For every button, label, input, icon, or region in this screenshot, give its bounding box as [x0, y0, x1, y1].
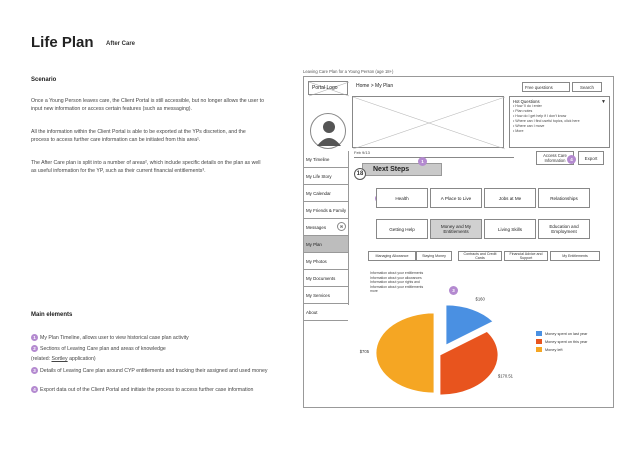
pie-slice-label: $705	[359, 349, 370, 354]
main-element-item	[31, 367, 271, 375]
number-badge: 2	[31, 345, 38, 352]
search-button[interactable]: Search	[572, 82, 602, 92]
main-elements-heading: Main elements	[31, 312, 73, 318]
section-place-to-live[interactable]: A Place to Live	[430, 188, 482, 208]
legend-label: Money spent on last year	[545, 331, 588, 336]
section-jobs[interactable]: Jobs at Me	[484, 188, 536, 208]
detail-line: Information about your rights and	[370, 280, 420, 285]
pie-slice-3	[376, 313, 434, 393]
badge-export: 4	[567, 155, 576, 164]
sidebar-item-my-calendar[interactable]: My Calendar	[304, 185, 348, 202]
scenario-paragraph-1: Once a Young Person leaves care, the Client Portal is still accessible, but no longer allows the user to input new information or access certain features (such as messaging).	[31, 98, 264, 112]
legend-swatch	[536, 331, 542, 336]
scenario-paragraph-3: The After Care plan is split into a number of areas², which include specific details on the plan as well as useful information for the YP, such as their current financial entitlements³.	[31, 160, 261, 174]
section-health[interactable]: Health	[376, 188, 428, 208]
sidebar-item-my-documents[interactable]: My Documents	[304, 270, 348, 287]
detail-line: Information about your entitlements	[370, 271, 424, 275]
sidebar-item-my-photos[interactable]: My Photos	[304, 253, 348, 270]
sidebar-item-my-timeline[interactable]: My Timeline	[304, 151, 348, 168]
pie-slice-label: $160	[475, 296, 485, 302]
legend-swatch	[536, 339, 542, 344]
plan-date: Feb 9/13	[354, 150, 370, 155]
detail-line: more	[370, 289, 378, 294]
chevron-down-icon[interactable]: ▼	[601, 99, 606, 105]
sidebar-item-my-plan[interactable]: My Plan	[304, 236, 348, 253]
main-element-text: My Plan Timeline, allows user to view historical case plan activity	[40, 334, 189, 341]
legend-label: Money left	[545, 347, 563, 352]
breadcrumb[interactable]: Home > My Plan	[356, 83, 394, 89]
page-title: Life Plan	[31, 34, 94, 51]
sidebar-item-messages[interactable]	[304, 219, 348, 236]
sidebar-item-my-services[interactable]: My Services	[304, 287, 348, 304]
section-money-entitlements[interactable]: Money and My Entitlements	[430, 219, 482, 239]
hot-questions-title: Hot Questions	[513, 99, 540, 104]
tab-managing-allowance[interactable]: Managing Allowance	[368, 251, 416, 261]
portal-logo[interactable]	[308, 81, 348, 95]
legend-swatch	[536, 347, 542, 352]
legend-item	[536, 331, 612, 336]
legend-item	[536, 347, 612, 352]
section-relationships[interactable]: Relationships	[538, 188, 590, 208]
badge-timeline: 1	[418, 157, 427, 166]
hot-question-link[interactable]: • How do I get help if I don’t know	[513, 114, 567, 118]
person-icon	[311, 114, 347, 150]
main-element-text: Sections of Leaving Care plan and areas of knowledge	[40, 345, 166, 352]
hot-question-link[interactable]: • Where can I move	[513, 124, 545, 128]
hot-question-link[interactable]: • Plan notes	[513, 109, 533, 113]
sidebar-item-label: Messages	[306, 225, 327, 230]
logo-text: Portal Logo	[312, 85, 338, 91]
hot-question-link[interactable]: • More	[513, 129, 524, 133]
wireframe-frame	[303, 76, 614, 408]
sidebar-item-about[interactable]: About	[304, 304, 348, 321]
number-badge: 4	[31, 386, 38, 393]
timeline-line	[354, 157, 514, 158]
wireframe-caption: Leaving Care Plan for a Young Person (age 18+)	[303, 69, 394, 74]
sortley-link[interactable]: Sortley	[51, 356, 68, 362]
next-steps-banner[interactable]: Next Steps	[362, 163, 442, 176]
badge-details: 3	[449, 286, 458, 295]
chart-legend	[536, 331, 612, 355]
access-care-information-button[interactable]: Access Care Information	[536, 151, 574, 165]
number-badge: 3	[31, 367, 38, 374]
related-text-post: application)	[67, 356, 96, 362]
main-element-text: Details of Leaving Care plan around CYP entitlements and tracking their assigned and used money	[40, 367, 268, 374]
scenario-heading: Scenario	[31, 77, 57, 83]
tab-financial-advice[interactable]: Financial Advice and Support	[504, 251, 548, 261]
section-education-employment[interactable]: Education and Employment	[538, 219, 590, 239]
main-element-item	[31, 386, 271, 394]
pie-slice-label: $170.51	[497, 373, 514, 379]
scenario-paragraph-2: All the information within the Client Portal is able to be exported at the YPs discretion, and the process to access further care information can be initiated from this area¹.	[31, 129, 246, 143]
search-input[interactable]: Free questions	[522, 82, 570, 92]
detail-line: Information about your entitlements	[370, 284, 424, 289]
legend-label: Money spent on this year	[545, 339, 588, 344]
image-placeholder-icon	[353, 97, 505, 149]
section-getting-help[interactable]: Getting Help	[376, 219, 428, 239]
legend-item	[536, 339, 612, 344]
tab-contracts-credit-cards[interactable]: Contracts and Credit Cards	[458, 251, 502, 261]
hot-question-link[interactable]: • Where can I find useful topics, click here	[513, 119, 580, 123]
number-badge: 1	[31, 334, 38, 341]
section-living-skills[interactable]: Living Skills	[484, 219, 536, 239]
avatar[interactable]	[310, 113, 346, 149]
main-element-item	[31, 334, 271, 342]
export-button[interactable]: Export	[578, 151, 604, 165]
page-subtitle: After Care	[106, 41, 136, 47]
sidebar-item-my-life-story[interactable]: My Life Story	[304, 168, 348, 185]
related-text-pre: (related:	[31, 356, 52, 362]
main-element-item	[31, 356, 271, 364]
tab-staying-money[interactable]: Staying Money	[416, 251, 452, 261]
hot-question-link[interactable]: • How ’ll do i enter	[513, 104, 542, 108]
sidebar-nav	[304, 151, 349, 315]
sidebar-item-friends-family[interactable]: My Friends & Family	[304, 202, 348, 219]
detail-line: Information about your allowances	[370, 275, 422, 280]
main-element-text: Export data out of the Client Portal and initiate the process to access further case information	[40, 386, 254, 393]
hot-questions-panel	[509, 96, 610, 148]
banner-placeholder	[352, 96, 504, 148]
main-element-item	[31, 345, 271, 353]
age-marker: 18	[354, 168, 366, 180]
message-count-icon: ✉	[337, 222, 346, 231]
tab-my-entitlements[interactable]: My Entitlements	[550, 251, 600, 261]
